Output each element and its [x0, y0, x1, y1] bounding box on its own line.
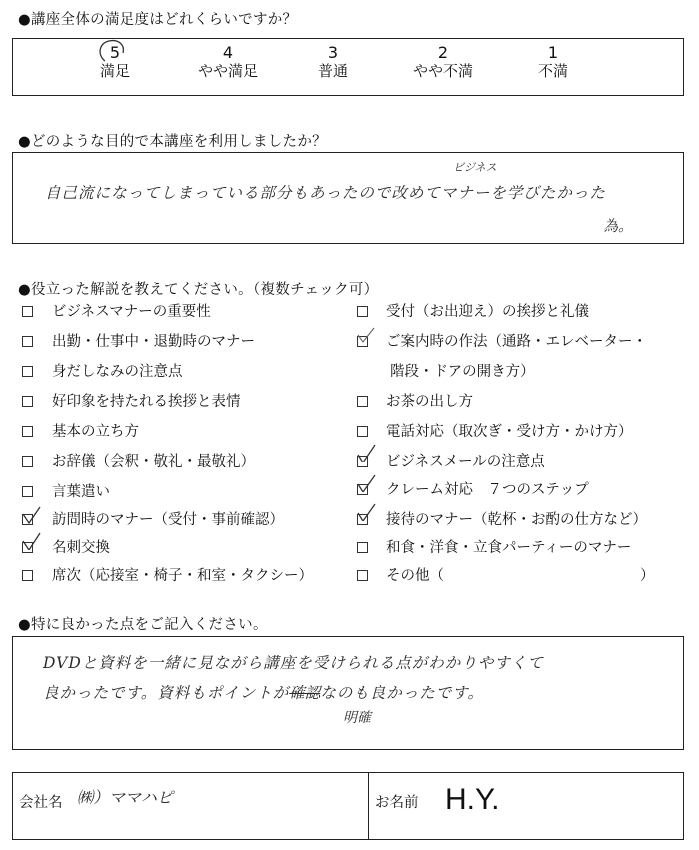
- checkbox[interactable]: [357, 306, 368, 317]
- check-mark-icon: [355, 474, 377, 492]
- scale-label: やや満足: [197, 62, 258, 80]
- checkbox[interactable]: [357, 542, 368, 553]
- option-label-close: ）: [640, 568, 655, 584]
- handwritten-correction: 明確: [343, 710, 371, 726]
- option-label: 訪問時のマナー（受付・事前確認）: [52, 512, 284, 528]
- satisfaction-scale-box: [12, 38, 684, 96]
- scale-num: 3: [327, 43, 339, 62]
- option-label: 和食・洋食・立食パーティーのマナー: [386, 540, 632, 556]
- line2-part-b: なのも良かったです。: [320, 684, 485, 702]
- scale-option-2[interactable]: [398, 43, 488, 81]
- option-label-continuation: 階段・ドアの開き方）: [390, 364, 535, 380]
- option-label: 好印象を持たれる挨拶と表情: [52, 394, 241, 410]
- handwritten-annotation: ビジネス: [453, 161, 497, 174]
- checkbox[interactable]: [22, 306, 33, 317]
- option-label: ビジネスメールの注意点: [386, 454, 545, 470]
- checkbox[interactable]: [22, 396, 33, 407]
- company-value[interactable]: ㈱）ママハピ: [77, 788, 173, 807]
- selection-circle-mark: [95, 39, 131, 63]
- scale-option-1[interactable]: [523, 43, 583, 81]
- question-good-points: ●特に良かった点をご記入ください。: [18, 617, 268, 633]
- struck-word: 確認: [289, 684, 321, 702]
- checkbox[interactable]: [357, 570, 368, 581]
- scale-num: 4: [222, 43, 234, 62]
- scale-label: やや不満: [412, 62, 473, 80]
- checkbox[interactable]: [22, 570, 33, 581]
- handwritten-purpose-line2: 為。: [603, 217, 634, 235]
- option-label: クレーム対応 ７つのステップ: [386, 482, 589, 498]
- option-label: 言葉遣い: [52, 484, 110, 500]
- checkbox[interactable]: [22, 366, 33, 377]
- handwritten-purpose-line1: 自己流になってしまっている部分もあったので改めてマナーを学びたかった: [45, 184, 606, 202]
- checkbox[interactable]: [22, 486, 33, 497]
- scale-label: 不満: [537, 62, 568, 80]
- checkbox[interactable]: [357, 396, 368, 407]
- line2-part-a: 良かったです。資料もポイントが: [43, 684, 290, 702]
- scale-label: 普通: [317, 62, 348, 80]
- option-label: 電話対応（取次ぎ・受け方・かけ方）: [386, 424, 633, 440]
- option-label: ご案内時の作法（通路・エレベーター・: [386, 334, 647, 350]
- option-label: お辞儀（会釈・敬礼・最敬礼）: [52, 454, 255, 470]
- handwritten-good-points-line1: DVDと資料を一緒に見ながら講座を受けられる点がわかりやすくて: [43, 654, 544, 672]
- question-helpful-topics: ●役立った解説を教えてください。（複数チェック可）: [18, 282, 379, 298]
- option-label: ビジネスマナーの重要性: [52, 304, 211, 320]
- checkbox[interactable]: [22, 336, 33, 347]
- handwritten-good-points-line2: [43, 681, 484, 703]
- good-points-answer-box[interactable]: [12, 636, 684, 750]
- scale-option-3[interactable]: [303, 43, 363, 81]
- checkbox[interactable]: [22, 456, 33, 467]
- option-label: 受付（お出迎え）の挨拶と礼儀: [386, 304, 589, 320]
- scale-num: 1: [547, 43, 559, 62]
- name-value[interactable]: H.Y.: [445, 783, 500, 816]
- question-purpose: ●どのような目的で本講座を利用しましたか？: [18, 134, 327, 150]
- option-label: 身だしなみの注意点: [52, 364, 183, 380]
- scale-label: 満足: [99, 62, 130, 80]
- check-mark-icon: [355, 444, 377, 462]
- scale-num: 2: [437, 43, 449, 62]
- check-mark-icon: [20, 506, 42, 524]
- option-label: 出勤・仕事中・退勤時のマナー: [52, 334, 255, 350]
- purpose-answer-box[interactable]: [12, 152, 684, 244]
- check-mark-icon: [20, 532, 42, 550]
- option-label: お茶の出し方: [386, 394, 473, 410]
- check-mark-icon: [355, 503, 377, 521]
- company-label: 会社名: [19, 795, 63, 811]
- scale-option-4[interactable]: [183, 43, 273, 81]
- name-label: お名前: [375, 795, 419, 811]
- checkbox[interactable]: [22, 426, 33, 437]
- option-label: 基本の立ち方: [52, 424, 139, 440]
- scale-num: 5: [109, 43, 121, 62]
- question-satisfaction: ●講座全体の満足度はどれくらいですか？: [18, 12, 298, 28]
- option-label: 名刺交換: [52, 540, 110, 556]
- checkbox[interactable]: [357, 426, 368, 437]
- option-label: 席次（応接室・椅子・和室・タクシー）: [52, 568, 313, 584]
- divider: [368, 773, 369, 839]
- respondent-info-box: [12, 772, 684, 840]
- option-label: その他（: [386, 568, 444, 584]
- option-label: 接待のマナー（乾杯・お酌の仕方など）: [386, 512, 647, 528]
- check-mark-icon: [355, 326, 377, 344]
